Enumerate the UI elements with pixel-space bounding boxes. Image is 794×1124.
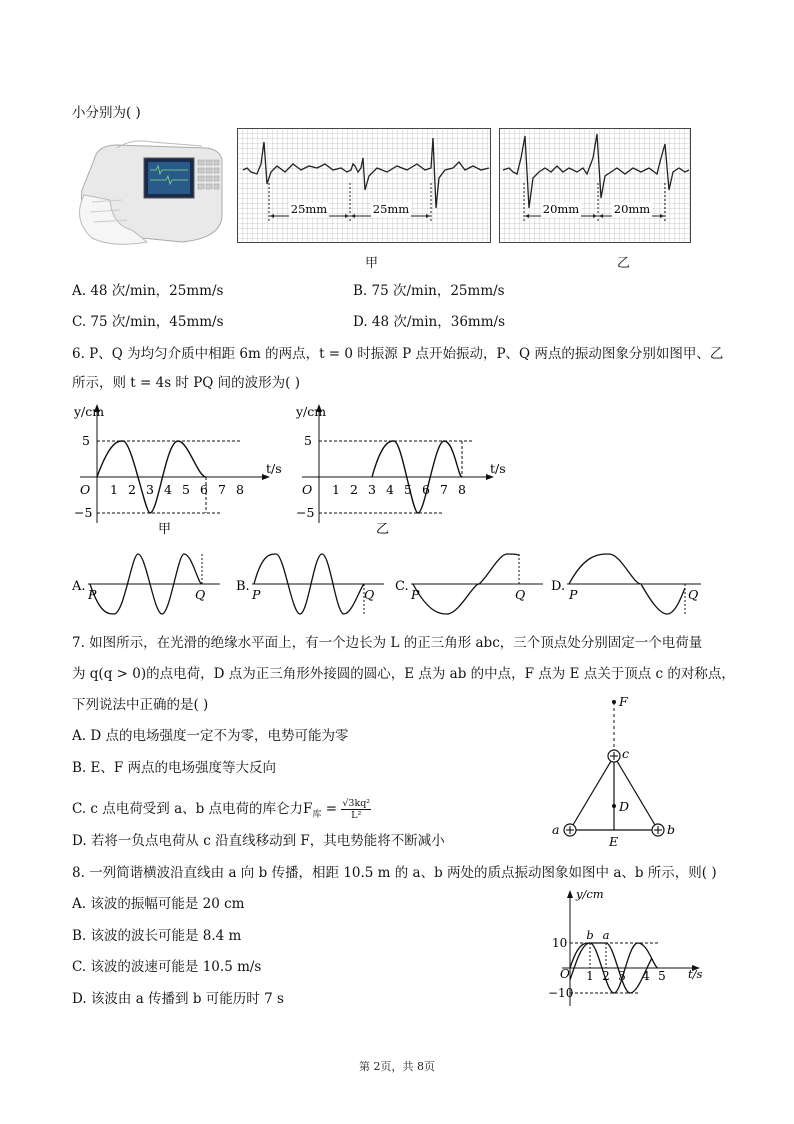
q6-option-c-letter: C. (395, 579, 409, 594)
ecg-jia-mark-2: 25mm (372, 202, 410, 216)
q5-stem-tail: 小分别为( ) (72, 105, 141, 121)
ecg-jia-mark-1: 25mm (290, 202, 328, 216)
q6-yi-xtick-1: 1 (332, 482, 340, 497)
q6-jia-xtick-7: 7 (218, 482, 226, 497)
q7-line3: 下列说法中正确的是( ) (72, 697, 209, 713)
q6-yi-ylabel: y/cm (296, 404, 327, 419)
q8-curve-b-label: b (586, 928, 594, 942)
q6-yi-caption: 乙 (376, 522, 390, 537)
q6-jia-ytick-5: 5 (82, 433, 90, 448)
q7-label-e: E (609, 834, 619, 849)
q6-jia-xtick-2: 2 (128, 482, 136, 497)
q5-option-d: D. 48 次/min，36mm/s (353, 314, 506, 330)
q6-jia-xtick-3: 3 (146, 482, 154, 497)
q6-yi-xtick-2: 2 (350, 482, 358, 497)
q5-option-c: C. 75 次/min，45mm/s (72, 314, 224, 330)
q7-option-c: C. c 点电荷受到 a、b 点电荷的库仑力$F_库$ = $\frac{\text{√3kq²}}{\text{L²}}$ (72, 798, 371, 821)
q6-option-b-figure (236, 548, 386, 620)
q8-curve-a-label: a (602, 928, 610, 942)
q6-option-d-p: P (569, 587, 578, 602)
q6-jia-xtick-4: 4 (164, 482, 172, 497)
q6-jia-xtick-1: 1 (110, 482, 118, 497)
q6-jia-xtick-5: 5 (182, 482, 190, 497)
q8-option-b: B. 该波的波长可能是 8.4 m (72, 928, 242, 944)
q6-line1: 6. P、Q 为均匀介质中相距 6m 的两点，t = 0 时振源 P 点开始振动，P、Q 两点的振动图象分别如图甲、乙 (72, 346, 724, 362)
q6-yi-ytick-5: 5 (304, 433, 312, 448)
q8-option-c: C. 该波的波速可能是 10.5 m/s (72, 959, 262, 975)
ecg-caption-jia: 甲 (365, 256, 379, 271)
q6-jia-origin: O (80, 482, 91, 497)
q7-option-b: B. E、F 两点的电场强度等大反向 (72, 760, 277, 776)
q7-label-d: D (619, 799, 630, 814)
q5-option-a: A. 48 次/min，25mm/s (72, 283, 224, 299)
ecg-chart-jia (237, 128, 492, 244)
q8-xtick-1: 1 (586, 969, 594, 983)
q8-xtick-5: 5 (658, 969, 666, 983)
q8-ytick-m10: −10 (548, 986, 574, 1000)
q8-option-a: A. 该波的振幅可能是 20 cm (72, 896, 245, 912)
q6-yi-xtick-8: 8 (458, 482, 466, 497)
q6-jia-xlabel: t/s (266, 461, 282, 476)
q5-option-b: B. 75 次/min，25mm/s (353, 283, 505, 299)
q6-yi-xtick-7: 7 (440, 482, 448, 497)
ecg-yi-mark-2: 20mm (613, 202, 651, 216)
q6-jia-xtick-8: 8 (236, 482, 244, 497)
q7-option-c-sub: 库 (312, 810, 322, 820)
q6-yi-xtick-4: 4 (386, 482, 394, 497)
q6-option-a-p: P (88, 587, 97, 602)
ecg-chart-yi (499, 128, 692, 244)
q8-xtick-3: 3 (618, 969, 626, 983)
ecg-yi-mark-1: 20mm (542, 202, 580, 216)
q6-option-b-q: Q (364, 587, 375, 602)
q6-yi-origin: O (302, 482, 313, 497)
q6-option-c-figure (395, 548, 545, 620)
q8-line1: 8. 一列简谐横波沿直线由 a 向 b 传播，相距 10.5 m 的 a、b 两处的质点振动图象如图中 a、b 所示，则( ) (72, 865, 717, 881)
q6-jia-xtick-6: 6 (200, 482, 208, 497)
q6-yi-xtick-3: 3 (368, 482, 376, 497)
q6-graph-jia (70, 398, 290, 538)
q6-option-d-q: Q (688, 587, 699, 602)
q6-yi-xlabel: t/s (490, 461, 506, 476)
q6-option-d-letter: D. (551, 579, 566, 594)
q8-xlabel: t/s (688, 967, 703, 981)
q7-label-f: F (619, 694, 628, 709)
q7-label-b: b (667, 822, 676, 837)
q6-yi-xtick-5: 5 (404, 482, 412, 497)
ecg-caption-yi: 乙 (617, 256, 631, 271)
q8-origin: O (560, 967, 570, 981)
q6-jia-ylabel: y/cm (74, 404, 105, 419)
q6-yi-xtick-6: 6 (422, 482, 430, 497)
q8-xtick-2: 2 (602, 969, 610, 983)
q6-option-a-q: Q (195, 587, 206, 602)
q7-triangle-figure (540, 690, 690, 850)
q7-label-a: a (552, 822, 560, 837)
q8-ylabel: y/cm (576, 887, 604, 901)
q6-jia-ytick-m5: −5 (74, 505, 93, 520)
q6-option-b-p: P (252, 587, 261, 602)
q7-option-c-prefix: C. c 点电荷受到 a、b 点电荷的库仑力F (72, 801, 313, 817)
q6-line2: 所示，则 t = 4s 时 PQ 间的波形为( ) (72, 375, 300, 391)
q8-xtick-4: 4 (642, 969, 650, 983)
q7-option-c-fraction (341, 798, 371, 821)
ecg-machine-image (72, 130, 232, 245)
q7-option-c-numerator: √3kq² (342, 798, 371, 809)
q7-line2: 为 q(q > 0)的点电荷，D 点为正三角形外接圆的圆心，E 点为 ab 的中点，F 点为 E 点关于顶点 c 的对称点， (72, 666, 735, 682)
q8-option-d: D. 该波由 a 传播到 b 可能历时 7 s (72, 991, 284, 1007)
q6-option-a-letter: A. (72, 579, 86, 594)
q7-option-a: A. D 点的电场强度一定不为零，电势可能为零 (72, 728, 349, 744)
q7-option-c-denominator: L² (351, 810, 362, 821)
q6-option-c-q: Q (515, 587, 526, 602)
q7-line1: 7. 如图所示，在光滑的绝缘水平面上，有一个边长为 L 的正三角形 abc，三个顶点处分别固定一个电荷量 (72, 635, 703, 651)
page-footer: 第 2页，共 8页 (359, 1060, 435, 1073)
q6-option-c-p: P (411, 587, 420, 602)
q7-option-d: D. 若将一负点电荷从 c 沿直线移动到 F，其电势能将不断减小 (72, 833, 445, 849)
q6-option-b-letter: B. (236, 579, 250, 594)
q6-option-a-figure (72, 548, 222, 620)
q7-label-c: c (622, 746, 630, 761)
q6-yi-ytick-m5: −5 (296, 505, 315, 520)
q8-ytick-10: 10 (552, 936, 568, 950)
q6-option-d-figure (551, 548, 711, 620)
q6-graph-yi (292, 398, 522, 538)
q6-jia-caption: 甲 (158, 522, 172, 537)
q8-graph (548, 882, 708, 1012)
